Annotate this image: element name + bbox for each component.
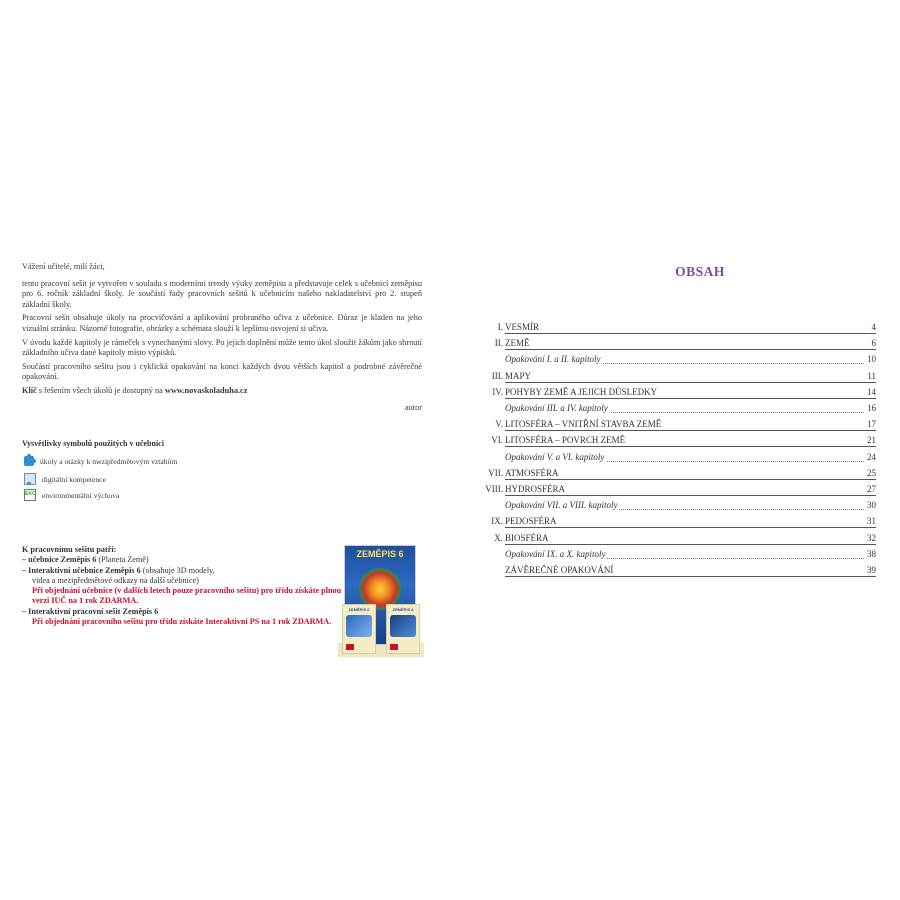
- intro-text: [22, 262, 422, 416]
- toc-chapter-number: IV.: [492, 386, 503, 397]
- intro-paragraph-4: Součástí pracovního sešitu jsou i cyklická opakování na konci každých dvou větších kapitol a podrobné závěrečné opakování.: [22, 361, 422, 382]
- key-middle: s řešením všech úkolů: [36, 386, 113, 396]
- toc-page-number: 16: [867, 403, 876, 413]
- bundle-offer-workbook: Při objednání pracovního sešitu pro třídu získáte Interaktivní PS na 1 rok ZDARMA.: [32, 616, 332, 626]
- toc-title: HYDROSFÉRA: [505, 484, 566, 494]
- intro-paragraph-2: Pracovní sešit obsahuje úkoly na procvičování a aplikování probraného učiva z učebnice. Důraz je kladen na jeho vizuální stránku. Názorné fotografie, obrázky a schémata slouží k lepšímu osvojení si učiva.: [22, 313, 422, 334]
- toc-title: ZÁVĚREČNÉ OPAKOVÁNÍ: [505, 565, 614, 575]
- toc-page-number: 32: [867, 532, 876, 543]
- toc-rule: [505, 495, 876, 496]
- toc-title: LITOSFÉRA – POVRCH ZEMĚ: [505, 435, 626, 446]
- toc-rule: [505, 479, 876, 480]
- interactive-workbook-cover-title: ZEMĚPIS 6: [392, 607, 414, 612]
- legend-label: environmentální výchova: [42, 490, 120, 500]
- legend-title: Vysvětlivky symbolů použitých v učebnici: [22, 439, 164, 448]
- bundle-item-textbook: – učebnice Zeměpis 6 (Planeta Země): [22, 555, 149, 565]
- toc-chapter-row[interactable]: [470, 322, 876, 336]
- toc-rule: [505, 527, 876, 528]
- toc-chapter-row[interactable]: [470, 468, 876, 482]
- toc-chapter-number: X.: [494, 532, 503, 543]
- toc-chapter-number: VIII.: [485, 484, 503, 494]
- bundle-title: K pracovnímu sešitu patří:: [22, 545, 117, 554]
- toc-page-number: 31: [867, 516, 876, 527]
- toc-chapter-number: V.: [495, 419, 503, 430]
- toc-review-row[interactable]: [470, 452, 876, 466]
- key-suffix: je dostupný na: [112, 386, 165, 396]
- greeting: Vážení učitelé, milí žáci,: [22, 262, 105, 271]
- toc-page-number: 27: [867, 484, 876, 494]
- toc-title: VESMÍR: [505, 322, 540, 332]
- toc-chapter-row[interactable]: [470, 565, 876, 579]
- toc-chapter-number: VII.: [488, 467, 503, 478]
- legend-item-interdisciplinary: [24, 456, 177, 466]
- toc-page-number: 25: [867, 467, 876, 478]
- intro-paragraph-3: V úvodu každé kapitoly je rámeček s vynechanými slovy. Po jejich doplnění může tento úkol sloužit žákům jako shrnutí základního učiva dané kapitoly místo výpisků.: [22, 337, 422, 358]
- toc-title: PEDOSFÉRA: [505, 516, 557, 527]
- toc-chapter-row[interactable]: [470, 435, 876, 449]
- toc-title: BIOSFÉRA: [505, 532, 549, 543]
- toc-chapter-row[interactable]: [470, 371, 876, 385]
- toc-chapter-row[interactable]: [470, 484, 876, 498]
- toc-chapter-row[interactable]: [470, 338, 876, 352]
- toc-title: Opakování III. a IV. kapitoly: [505, 403, 608, 413]
- bundle-item-interactive-workbook: – Interaktivní pracovní sešit Zeměpis 6: [22, 606, 159, 616]
- toc-heading: OBSAH: [675, 264, 725, 279]
- toc-review-row[interactable]: [470, 549, 876, 563]
- toc-rule: [505, 544, 876, 545]
- textbook-cover-title: ZEMĚPIS 6: [356, 549, 404, 559]
- key-prefix: Klíč: [22, 386, 37, 396]
- author-signature: autor: [404, 402, 422, 412]
- toc-review-row[interactable]: [470, 354, 876, 368]
- toc-title: LITOSFÉRA – VNITŘNÍ STAVBA ZEMĚ: [505, 419, 662, 430]
- key-url-link[interactable]: www.novaskoladuha.cz: [164, 386, 248, 396]
- monitor-icon: [24, 473, 36, 485]
- toc-title: Opakování VII. a VIII. kapitoly: [505, 500, 618, 511]
- puzzle-icon: [24, 456, 34, 466]
- toc-review-row[interactable]: [470, 403, 876, 417]
- key-note: [22, 386, 422, 397]
- toc-chapter-number: III.: [491, 370, 503, 381]
- toc-title: POHYBY ZEMĚ A JEJICH DŮSLEDKY: [505, 386, 658, 397]
- toc-page-number: 38: [867, 548, 876, 559]
- workbook-cover-title: ZEMĚPIS 6: [348, 607, 370, 612]
- toc-chapter-number: IX.: [491, 516, 503, 527]
- toc-page-number: 39: [867, 565, 876, 575]
- toc-rule: [505, 398, 876, 399]
- interactive-workbook-cover-art: [390, 615, 416, 637]
- toc-chapter-row[interactable]: [470, 387, 876, 401]
- toc-title: Opakování V. a VI. kapitoly: [505, 451, 605, 462]
- toc-title: MAPY: [505, 370, 532, 381]
- workbook-cover-art: [346, 615, 372, 637]
- toc-chapter-row[interactable]: [470, 419, 876, 433]
- legend-label: úkoly a otázky k mezipředmětovým vztahům: [40, 456, 178, 466]
- workbook-badge: [346, 644, 354, 650]
- toc-rule: [505, 333, 876, 334]
- toc-page-number: 24: [867, 451, 876, 462]
- intro-paragraph-1: tento pracovní sešit je vytvořen v souladu s moderními trendy výuky zeměpisu a představuje celek s učebnicí zeměpisu pro 6. ročník základní školy. Je součástí řady pracovních sešitů k učebnicím našeho nakladatelství pro 2. stupeň základní školy.: [22, 278, 422, 309]
- legend-item-environmental: [24, 489, 119, 501]
- interactive-workbook-badge: [390, 644, 398, 650]
- toc-rule: [505, 382, 876, 383]
- toc-chapter-row[interactable]: [470, 533, 876, 547]
- legend-item-digital: [24, 473, 106, 485]
- toc-page-number: 14: [867, 386, 876, 397]
- toc-chapter-number: VI.: [491, 435, 503, 446]
- toc-rule: [505, 446, 876, 447]
- interactive-workbook-cover-image: [386, 604, 420, 654]
- toc-chapter-number: I.: [497, 322, 503, 332]
- toc-title: Opakování I. a II. kapitoly: [505, 354, 601, 365]
- toc-rule: [505, 576, 876, 577]
- toc-title: ZEMĚ: [505, 338, 530, 349]
- toc-page-number: 11: [867, 370, 876, 381]
- toc-page-number: 21: [867, 435, 876, 446]
- legend-label: digitální kompetence: [42, 474, 106, 484]
- toc-page-number: 30: [867, 500, 876, 511]
- bundle-info: [22, 545, 342, 627]
- toc-page-number: 10: [867, 354, 876, 365]
- toc-page-number: 4: [871, 322, 876, 332]
- eko-icon: EKO: [24, 489, 36, 501]
- toc-chapter-row[interactable]: [470, 516, 876, 530]
- toc-review-row[interactable]: [470, 500, 876, 514]
- workbook-cover-image: [342, 604, 376, 654]
- bundle-item-interactive-textbook-sub: videa a mezipředmětové odkazy na další učebnice): [32, 575, 199, 585]
- toc-chapter-number: II.: [494, 338, 503, 349]
- toc-rule: [505, 349, 876, 350]
- toc-page-number: 6: [871, 338, 876, 349]
- bundle-offer-textbook: Při objednání učebnice (v dalších letech pouze pracovního sešitu) pro třídu získáte plnou verzi IUČ na 1 rok ZDARMA.: [32, 586, 342, 606]
- toc-title: Opakování IX. a X. kapitoly: [505, 548, 606, 559]
- toc-rule: [505, 430, 876, 431]
- toc-page-number: 17: [867, 419, 876, 430]
- toc-title: ATMOSFÉRA: [505, 467, 559, 478]
- bundle-item-interactive-textbook: – Interaktivní učebnice Zeměpis 6 (obsahuje 3D modely,: [22, 565, 215, 575]
